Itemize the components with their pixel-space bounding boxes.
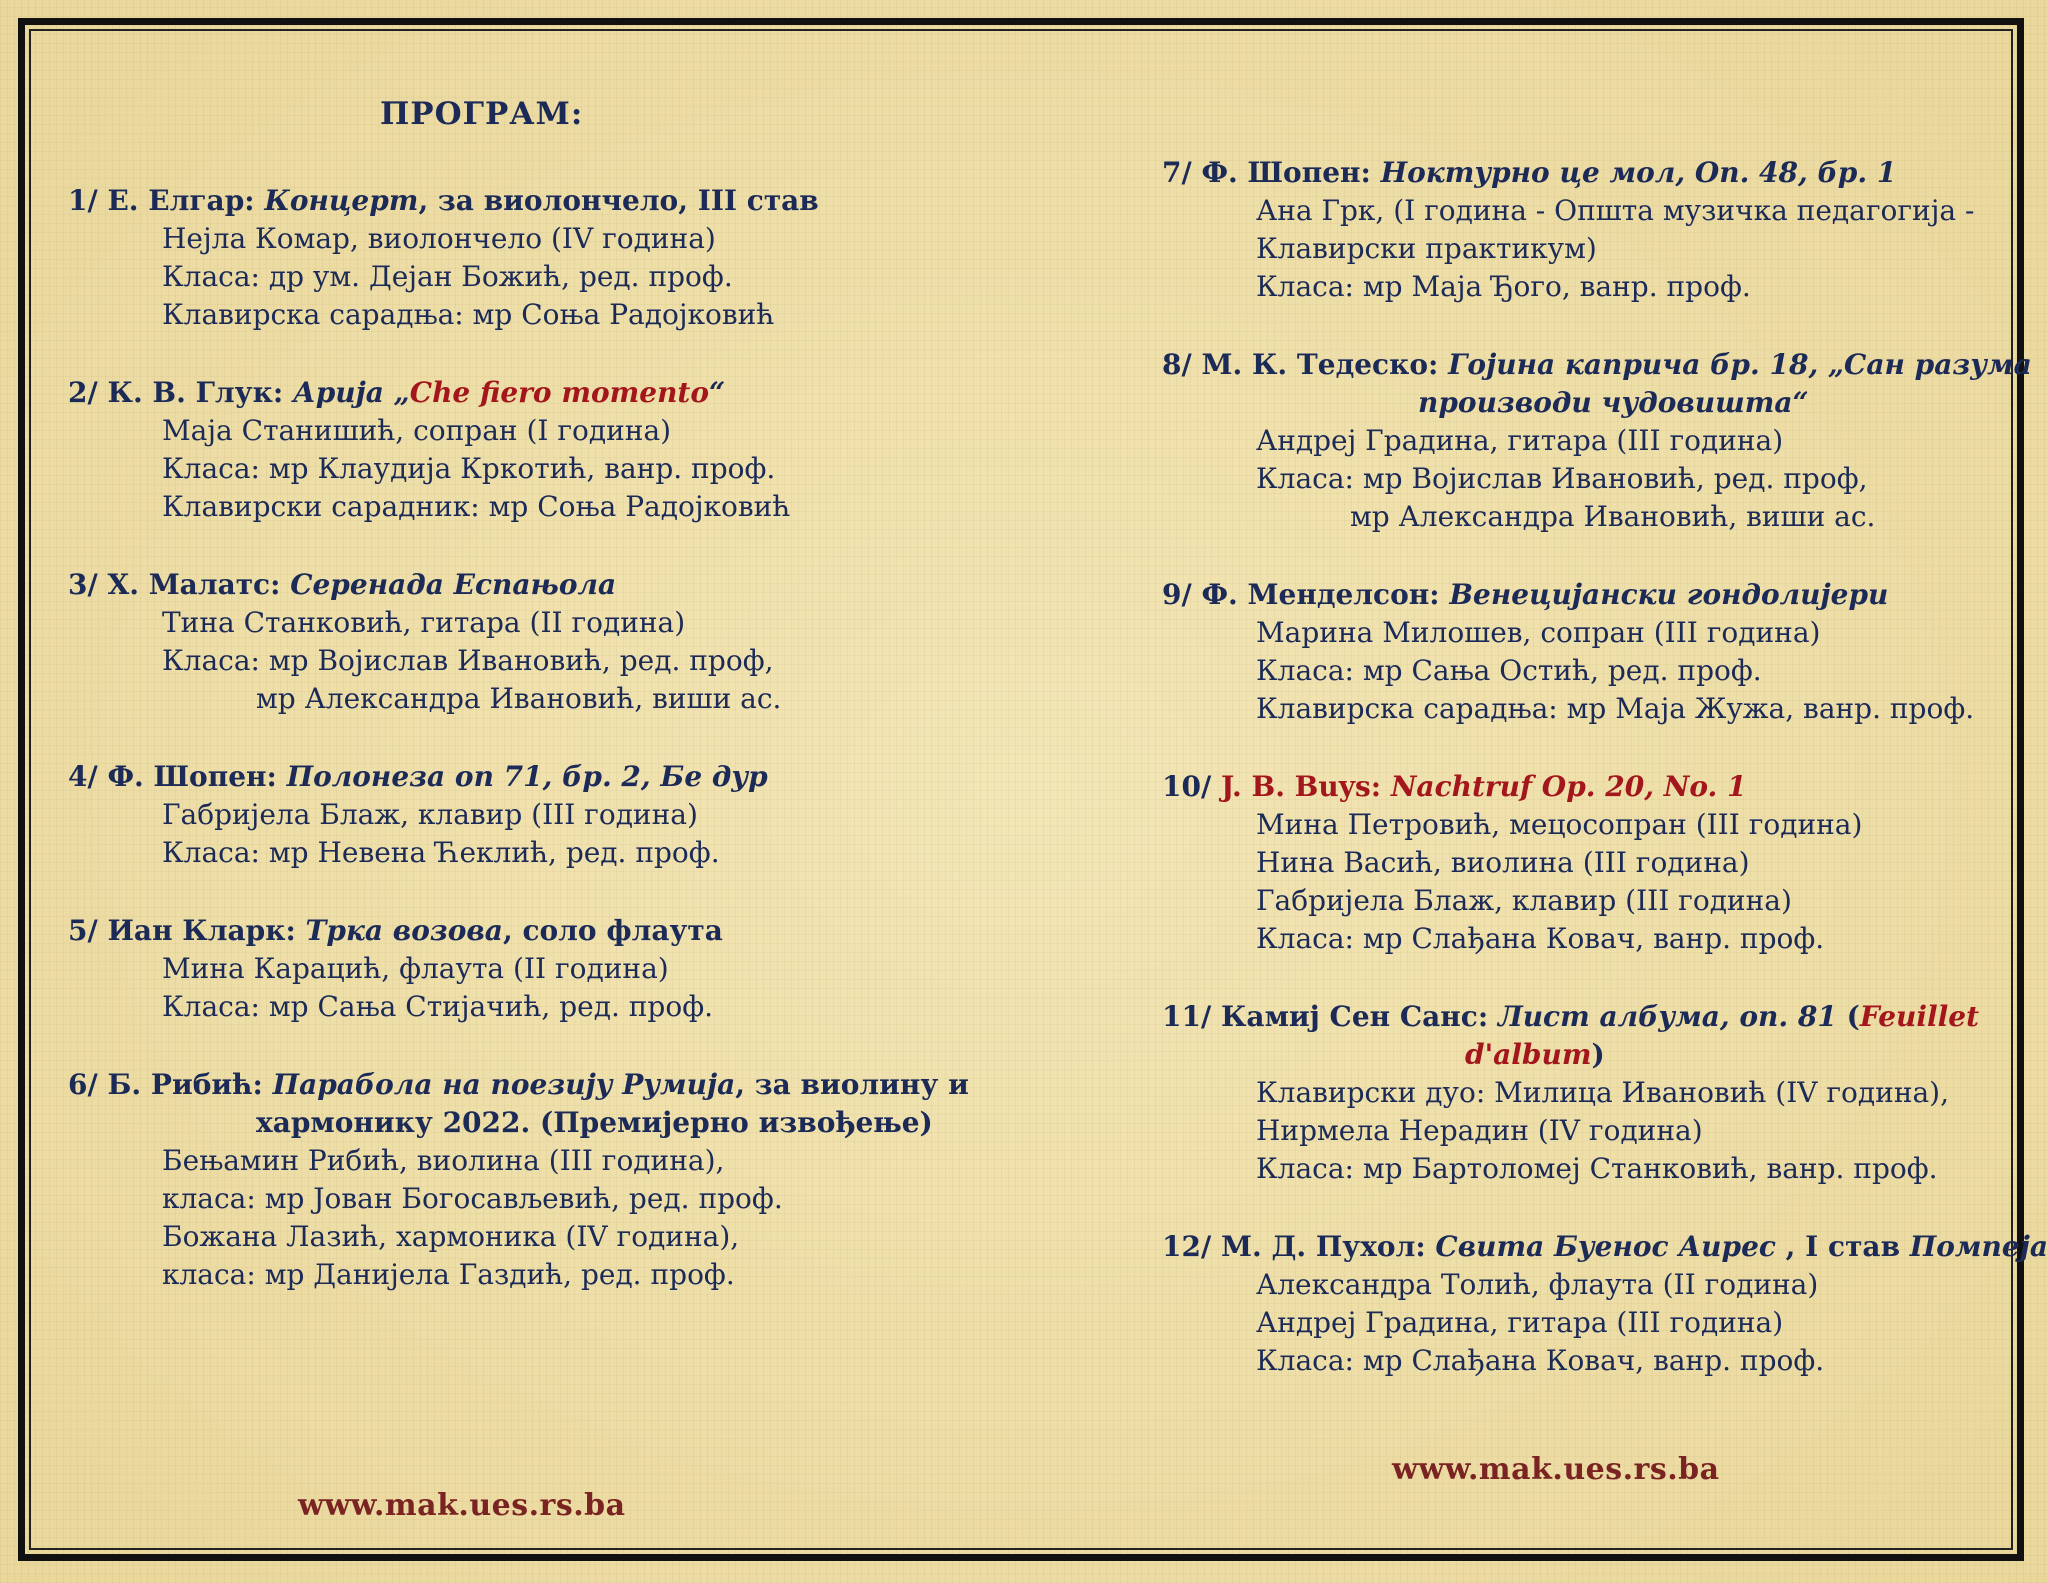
performer-line: Нина Васић, виолина (III година)	[1256, 846, 1750, 879]
performer-line: Андреј Градина, гитара (III година)	[1256, 424, 1784, 457]
item-title	[68, 1066, 969, 1104]
work-title: Nachtruf Op. 20, No. 1	[1390, 770, 1747, 803]
class-line: Класа: мр Сања Остић, ред. проф.	[1256, 654, 1762, 687]
performer-line: Божана Лазић, хармоника (IV година),	[162, 1220, 740, 1253]
class-line: Класа: мр Војислав Ивановић, ред. проф,	[162, 644, 774, 677]
work-title: Гојина каприча бр. 18, „Сан разума	[1448, 348, 2032, 381]
class-line: Класа: мр Војислав Ивановић, ред. проф,	[1256, 462, 1868, 495]
work-title: Ноктурно це мол, Оп. 48, бр. 1	[1380, 156, 1897, 189]
item-title	[68, 566, 616, 604]
item-title-cont	[1465, 1036, 1605, 1074]
item-title	[68, 758, 768, 796]
item-title	[68, 912, 723, 950]
composer: Ф. Менделсон:	[1201, 578, 1450, 611]
performer-line: Габријела Блаж, клавир (III година)	[1256, 884, 1792, 917]
item-number: 4/	[68, 760, 108, 793]
work-note: , за виолончело, III став	[418, 184, 819, 217]
class-line: Класа: мр Слађана Ковач, ванр. проф.	[1256, 922, 1825, 955]
performer-line: Ана Грк, (I година - Општа музичка педагогија -	[1256, 194, 1975, 227]
class-line: Класа: др ум. Дејан Божић, ред. проф.	[162, 260, 733, 293]
accompanist-line: Клавирски сарадник: мр Соња Радојковић	[162, 490, 791, 523]
item-title	[68, 182, 819, 220]
class-line-cont: мр Александра Ивановић, виши ас.	[1350, 500, 1876, 533]
item-title	[1162, 998, 1979, 1036]
composer: Камиј Сен Санс:	[1220, 1000, 1498, 1033]
accompanist-line: Клавирска сарадња: мр Соња Радојковић	[162, 298, 775, 331]
performer-line: Мина Карацић, флаута (II година)	[162, 952, 669, 985]
work-title: Свита Буенос Аирес	[1435, 1230, 1776, 1263]
work-title: Трка возова	[305, 914, 503, 947]
item-title	[68, 374, 725, 412]
work-title: Концерт	[264, 184, 419, 217]
performer-line: Марина Милошев, сопран (III година)	[1256, 616, 1821, 649]
composer: М. К. Тедеско:	[1201, 348, 1449, 381]
work-title: Серенада Еспањола	[290, 568, 617, 601]
performer-line: Маја Станишић, сопран (I година)	[162, 414, 672, 447]
performer-line: Клавирски дуо: Милица Ивановић (IV година),	[1256, 1076, 1949, 1109]
performer-line: Мина Петровић, мецосопран (III година)	[1256, 808, 1863, 841]
performer-line: Бењамин Рибић, виолина (III година),	[162, 1144, 725, 1177]
item-number: 7/	[1162, 156, 1202, 189]
work-note: , I став	[1775, 1230, 1910, 1263]
composer: Иан Кларк:	[107, 914, 306, 947]
item-number: 3/	[68, 568, 108, 601]
item-number: 1/	[68, 184, 108, 217]
work-note: , за виолину и	[735, 1068, 969, 1101]
item-number: 5/	[68, 914, 108, 947]
class-line: класа: мр Јован Богосављевић, ред. проф.	[162, 1182, 783, 1215]
work-note: (	[1836, 1000, 1860, 1033]
performer-line: Габријела Блаж, клавир (III година)	[162, 798, 698, 831]
class-line: Класа: мр Слађана Ковач, ванр. проф.	[1256, 1344, 1825, 1377]
item-number: 2/	[68, 376, 108, 409]
class-line-cont: мр Александра Ивановић, виши ас.	[256, 682, 782, 715]
work-title-end: “	[709, 376, 726, 409]
class-line: Класа: мр Сања Стијачић, ред. проф.	[162, 990, 714, 1023]
composer: М. Д. Пухол:	[1220, 1230, 1436, 1263]
performer-line: Андреј Градина, гитара (III година)	[1256, 1306, 1784, 1339]
item-title	[1162, 1228, 2048, 1266]
item-title	[1162, 346, 2032, 384]
work-title: Парабола на поезију Румија	[272, 1068, 736, 1101]
composer: Ф. Шопен:	[1201, 156, 1381, 189]
work-title-movement: Помпеја	[1909, 1230, 2048, 1263]
composer: Ф. Шопен:	[107, 760, 287, 793]
website-link-left[interactable]: www.mak.ues.rs.ba	[298, 1488, 626, 1523]
performer-line: Нирмела Нерадин (IV година)	[1256, 1114, 1703, 1147]
work-note: , соло флаута	[502, 914, 723, 947]
performer-line-cont: Клавирски практикум)	[1256, 232, 1597, 265]
composer: J. B. Buys:	[1220, 770, 1391, 803]
work-title: Венецијански гондолијери	[1449, 578, 1889, 611]
work-title-original: Che fiero momento	[409, 376, 710, 409]
performer-line: Тина Станковић, гитара (II година)	[162, 606, 686, 639]
website-link-right[interactable]: www.mak.ues.rs.ba	[1392, 1452, 1720, 1487]
work-title-original-cont: d'album	[1465, 1038, 1592, 1071]
class-line: класа: мр Данијела Газдић, ред. проф.	[162, 1258, 735, 1291]
item-title-cont: производи чудовишта“	[1418, 386, 1809, 419]
item-title	[1162, 768, 1747, 806]
item-number: 6/	[68, 1068, 108, 1101]
item-title-cont: хармонику 2022. (Премијерно извођење)	[256, 1106, 933, 1139]
work-title-original: Feuillet	[1859, 1000, 1980, 1033]
work-title-end: )	[1591, 1038, 1605, 1071]
item-title	[1162, 576, 1888, 614]
work-title: Арија „	[292, 376, 410, 409]
program-heading: ПРОГРАМ:	[380, 96, 584, 132]
composer: Б. Рибић:	[107, 1068, 273, 1101]
class-line: Класа: мр Клаудија Кркотић, ванр. проф.	[162, 452, 776, 485]
composer: Х. Малатс:	[107, 568, 291, 601]
item-number: 8/	[1162, 348, 1202, 381]
item-number: 9/	[1162, 578, 1202, 611]
item-number: 11/	[1162, 1000, 1221, 1033]
work-title: Лист албума, оп. 81	[1497, 1000, 1837, 1033]
performer-line: Нејла Комар, виолончело (IV година)	[162, 222, 716, 255]
class-line: Класа: мр Бартоломеј Станковић, ванр. проф.	[1256, 1152, 1938, 1185]
class-line: Класа: мр Невена Ћеклић, ред. проф.	[162, 836, 720, 869]
item-number: 10/	[1162, 770, 1221, 803]
performer-line: Александра Толић, флаута (II година)	[1256, 1268, 1819, 1301]
item-number: 12/	[1162, 1230, 1221, 1263]
accompanist-line: Клавирска сарадња: мр Маја Жужа, ванр. проф.	[1256, 692, 1975, 725]
composer: К. В. Глук:	[107, 376, 293, 409]
work-title: Полонеза оп 71, бр. 2, Бе дур	[286, 760, 768, 793]
class-line: Класа: мр Маја Ђого, ванр. проф.	[1256, 270, 1751, 303]
composer: Е. Елгар:	[107, 184, 265, 217]
item-title	[1162, 154, 1896, 192]
